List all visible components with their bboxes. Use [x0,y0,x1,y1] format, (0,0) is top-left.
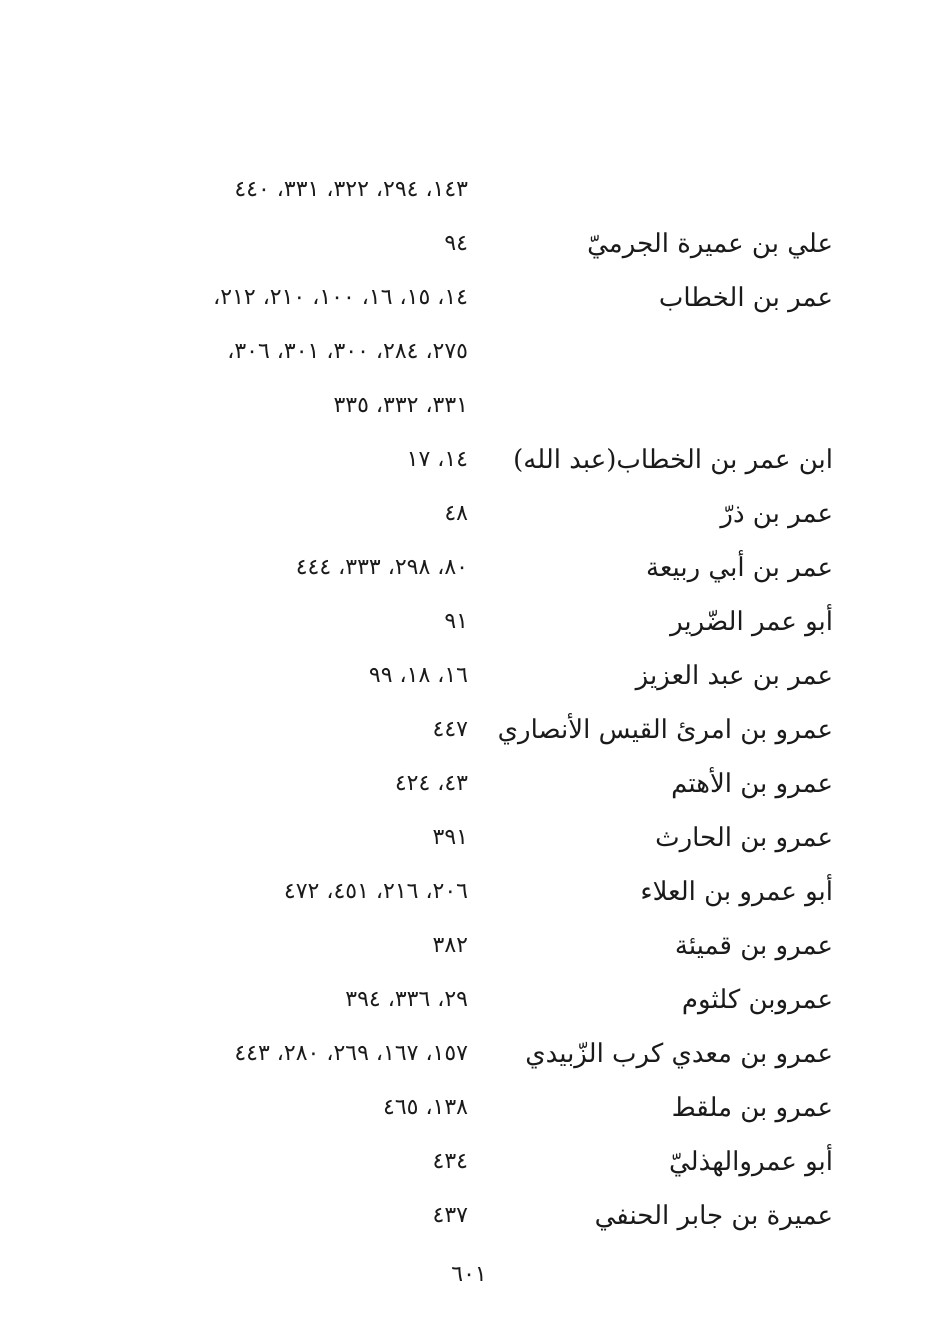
index-entry [0,325,938,379]
index-entry [0,703,938,757]
index-entry [0,271,938,325]
index-entry [0,1135,938,1189]
index-entry [0,649,938,703]
index-entry [0,487,938,541]
entry-page-refs: ٤٣٧ [432,1203,468,1228]
index-entry [0,757,938,811]
entry-page-refs: ٣٩١ [432,825,468,850]
entry-name: عمر بن الخطاب [658,283,833,313]
index-entry [0,919,938,973]
entry-name: عمرو بن الحارث [655,823,833,853]
entry-page-refs: ٢٧٥، ٢٨٤، ٣٠٠، ٣٠١، ٣٠٦، [227,339,468,364]
entry-name: أبو عمر الضّرير [670,607,833,637]
entry-page-refs: ٢٠٦، ٢١٦، ٤٥١، ٤٧٢ [283,879,468,904]
entry-name: عميرة بن جابر الحنفي [594,1201,833,1231]
entry-name: عمر بن عبد العزيز [635,661,833,691]
entry-name: علي بن عميرة الجرميّ [587,229,833,259]
entry-page-refs: ١٤، ١٧ [406,447,468,472]
entry-page-refs: ٤٣٤ [432,1149,468,1174]
index-entry [0,811,938,865]
index-entry [0,433,938,487]
entry-name: عمروبن كلثوم [681,985,833,1015]
entry-page-refs: ٣٣١، ٣٣٢، ٣٣٥ [333,393,468,418]
index-entry [0,379,938,433]
index-entry [0,217,938,271]
index-entry [0,595,938,649]
name-index-list [0,163,938,1243]
entry-page-refs: ٤٨ [444,501,468,526]
entry-page-refs: ١٤٣، ٢٩٤، ٣٢٢، ٣٣١، ٤٤٠ [234,177,468,202]
entry-page-refs: ١٦، ١٨، ٩٩ [368,663,468,688]
entry-name: عمرو بن قميئة [674,931,833,961]
entry-name: عمرو بن الأهتم [671,769,833,799]
index-entry [0,541,938,595]
entry-name: عمرو بن امرئ القيس الأنصاري [497,715,833,745]
entry-page-refs: ٤٣، ٤٢٤ [394,771,468,796]
index-entry [0,865,938,919]
entry-page-refs: ٣٨٢ [432,933,468,958]
entry-name: ابن عمر بن الخطاب(عبد الله) [513,445,833,475]
entry-page-refs: ٤٤٧ [432,717,468,742]
entry-page-refs: ١٣٨، ٤٦٥ [383,1095,468,1120]
index-entry [0,973,938,1027]
index-entry [0,1189,938,1243]
page-number: ٦٠١ [451,1262,487,1287]
entry-page-refs: ١٥٧، ١٦٧، ٢٦٩، ٢٨٠، ٤٤٣ [234,1041,468,1066]
index-entry [0,1027,938,1081]
index-entry [0,1081,938,1135]
entry-page-refs: ٩١ [444,609,468,634]
entry-name: عمرو بن معدي كرب الزّبيدي [525,1039,833,1069]
entry-name: عمرو بن ملقط [671,1093,833,1123]
index-entry [0,163,938,217]
entry-page-refs: ٨٠، ٢٩٨، ٣٣٣، ٤٤٤ [295,555,468,580]
entry-name: أبو عمروالهذليّ [669,1147,833,1177]
entry-name: عمر بن أبي ربيعة [646,553,833,583]
entry-page-refs: ٩٤ [444,231,468,256]
entry-name: أبو عمرو بن العلاء [640,877,833,907]
entry-page-refs: ١٤، ١٥، ١٦، ١٠٠، ٢١٠، ٢١٢، [213,285,468,310]
entry-name: عمر بن ذرّ [720,499,833,529]
entry-page-refs: ٢٩، ٣٣٦، ٣٩٤ [345,987,468,1012]
